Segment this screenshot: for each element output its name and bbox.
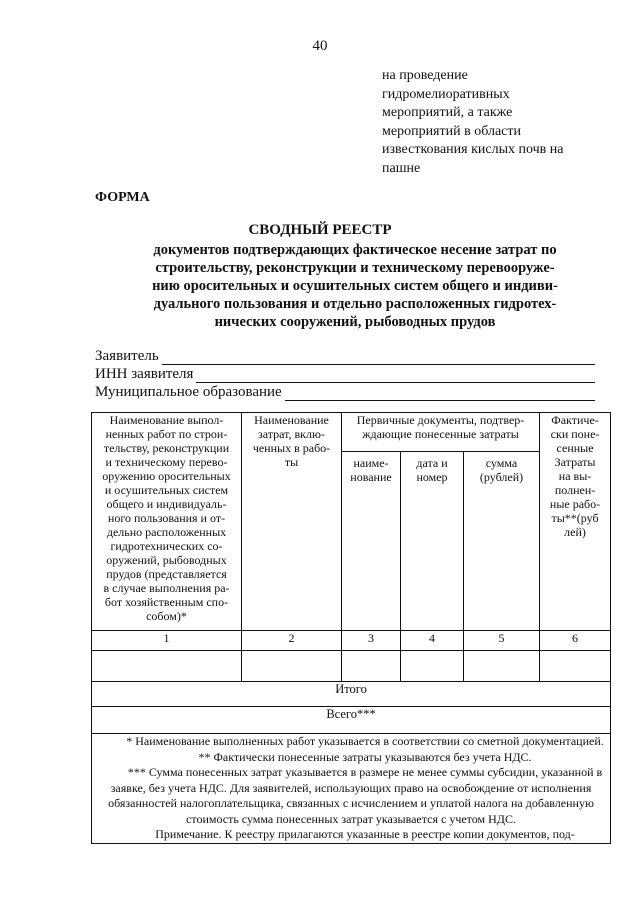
grand-total-row-label: Всего*** — [92, 707, 611, 734]
header-doc-name: наиме- нование — [342, 452, 401, 631]
header-doc-sum: сумма (рублей) — [464, 452, 540, 631]
table-cell[interactable] — [540, 651, 611, 682]
table-row — [92, 651, 611, 682]
appendix-note-line: мероприятий, а также — [382, 105, 513, 120]
header-actual-costs: Фактиче- ски поне- сенные Затраты на вы- полнен- ные рабо- ты**(руб лей) — [540, 413, 611, 631]
inn-field[interactable] — [95, 363, 595, 383]
total-row-label: Итого — [92, 682, 611, 707]
appendix-note-line: пашне — [382, 160, 421, 176]
table-cell[interactable] — [464, 651, 540, 682]
table-cell[interactable] — [92, 651, 242, 682]
subtitle-line: нических сооружений, рыбоводных прудов — [214, 314, 496, 330]
subtitle-line: нию оросительных и осушительных систем общего и индиви- — [152, 278, 558, 294]
table-cell[interactable] — [242, 651, 342, 682]
applicant-label: Заявитель — [95, 348, 159, 364]
header-work-name: Наименование выпол- ненных работ по строи- тельству, реконструкции и техническому перево- оружению оросительных и осушительных систем общего и индивидуаль- ного пользования и от- дельно расположенных гидротехнических со- оружений, рыбоводных прудов (представляется в случае выполнения ра- бот хозяйственным спо- собом)* — [92, 413, 242, 631]
header-primary-documents: Первичные документы, подтвер- ждающие понесенные затраты — [342, 413, 540, 452]
header-cost-name: Наименование затрат, вклю- ченных в рабо- ты — [242, 413, 342, 631]
appendix-note-line: мероприятий в области — [382, 123, 522, 139]
appendix-note-line: гидромелиоративных — [382, 86, 510, 102]
column-number: 3 — [342, 631, 401, 651]
inn-label: ИНН заявителя — [95, 366, 194, 382]
page-number: 40 — [312, 38, 328, 54]
footnotes — [92, 734, 611, 844]
applicant-field[interactable] — [95, 345, 595, 365]
table-cell[interactable] — [401, 651, 464, 682]
document-title: СВОДНЫЙ РЕЕСТР — [248, 222, 392, 238]
subtitle-line: документов подтверждающих фактическое несение затрат по — [153, 242, 557, 258]
form-label: ФОРМА — [95, 190, 150, 205]
appendix-note — [382, 67, 612, 178]
subtitle-line: строительству, реконструкции и техническому перевооруже- — [155, 260, 555, 276]
municipality-blank-line[interactable] — [285, 386, 595, 401]
municipality-field[interactable] — [95, 381, 595, 401]
appendix-note-line: известкования кислых почв на — [382, 142, 564, 157]
appendix-note-line: на проведение — [382, 68, 468, 83]
table-cell[interactable] — [342, 651, 401, 682]
footnote-3: *** Сумма понесенных затрат указывается в размере не менее суммы субсидии, указанной в заявке, без учета НДС. Для заявителей, использующих право на освобождение от исполнения обязанностей налогоплательщика, связанных с исчислением и уплатой налога на добавленную стоимость сумма понесенных затрат указывается с учетом НДС. — [108, 765, 603, 826]
remark: Примечание. К реестру прилагаются указанные в реестре копии документов, под- — [155, 827, 575, 841]
column-number: 2 — [242, 631, 342, 651]
municipality-label: Муниципальное образование — [95, 384, 282, 400]
register-table — [91, 412, 610, 844]
column-number: 1 — [92, 631, 242, 651]
subtitle-line: дуального пользования и отдельно расположенных гидротех- — [153, 296, 557, 312]
footnote-1: * Наименование выполненных работ указывается в соответствии со сметной документацией. — [126, 734, 604, 748]
header-doc-date-number: дата и номер — [401, 452, 464, 631]
column-number: 4 — [401, 631, 464, 651]
document-subtitle — [95, 241, 615, 331]
column-number: 6 — [540, 631, 611, 651]
footnote-2: ** Фактически понесенные затраты указываются без учета НДС. — [198, 749, 532, 764]
column-number: 5 — [464, 631, 540, 651]
